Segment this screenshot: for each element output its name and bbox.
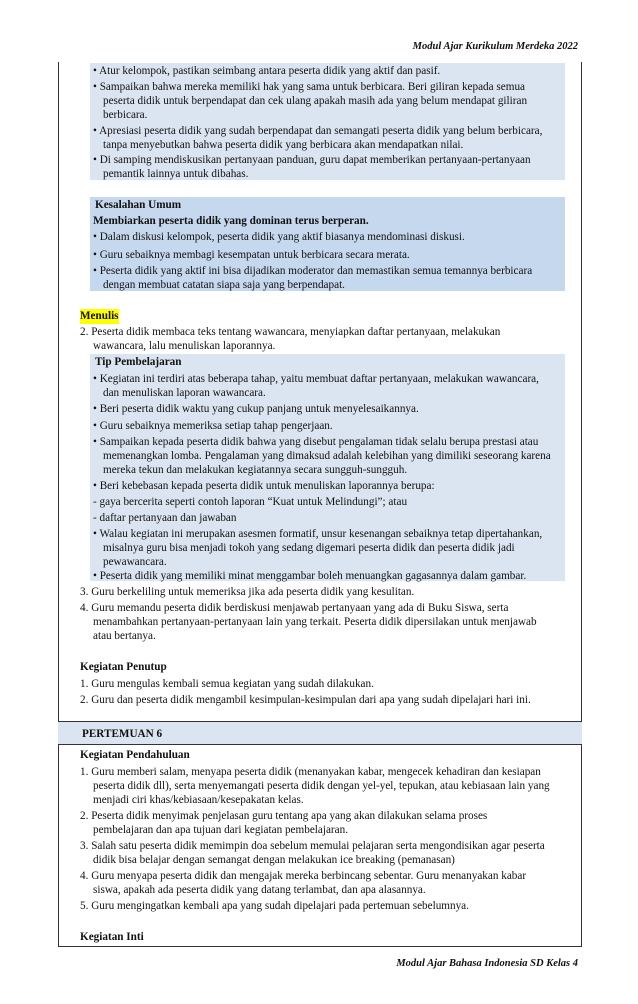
list-item-cont: peserta didik dll), serta menyemangati peserta didik dengan yel-yel, tepukan, atau kebiasaan lain yang bbox=[93, 780, 550, 792]
mistake-bullet-cont: dengan membuat catatan siapa saja yang berpendapat. bbox=[103, 279, 345, 291]
mistake-bullet: • Peserta didik yang aktif ini bisa dijadikan moderator dan memastikan semua temannya berbicara bbox=[93, 265, 533, 277]
mistake-bullet: • Guru sebaiknya membagi kesempatan untuk berbicara secara merata. bbox=[93, 249, 410, 261]
tip-line: • Beri peserta didik waktu yang cukup panjang untuk menyelesaikannya. bbox=[93, 403, 419, 415]
list-item: 5. Guru mengingatkan kembali apa yang sudah dipelajari pada pertemuan sebelumnya. bbox=[80, 900, 469, 912]
common-mistakes-title: Kesalahan Umum bbox=[95, 199, 182, 211]
tip-bullet-cont: peserta didik untuk berpendapat dan cek ulang apakah masih ada yang belum mendapat giliran bbox=[103, 95, 528, 107]
list-item: 2. Guru dan peserta didik mengambil kesimpulan-kesimpulan dari apa yang sudah dipelajari hari ini. bbox=[80, 694, 531, 706]
tip-line: dan menuliskan laporan wawancara. bbox=[103, 387, 266, 399]
meeting-title: PERTEMUAN 6 bbox=[82, 728, 163, 740]
mistake-bullet: • Dalam diskusi kelompok, peserta didik yang aktif biasanya mendominasi diskusi. bbox=[93, 231, 465, 243]
list-item: 1. Guru memberi salam, menyapa peserta didik (menanyakan kabar, mengecek kehadiran dan kesiapan bbox=[80, 766, 541, 778]
list-item-cont: didik bisa belajar dengan semangat dengan melakukan ice breaking (pemanasan) bbox=[93, 854, 455, 866]
tip-bullet-cont: berbicara. bbox=[103, 109, 148, 121]
list-item-cont: atau bertanya. bbox=[93, 630, 156, 642]
tip-line: mereka tekun dan melakukan kegiatannya secara sungguh-sungguh. bbox=[103, 464, 408, 476]
tip-line: - gaya bercerita seperti contoh laporan “Kuat untuk Melindungi”; atau bbox=[93, 496, 408, 508]
section-heading-inti: Kegiatan Inti bbox=[80, 931, 144, 943]
running-header: Modul Ajar Kurikulum Merdeka 2022 bbox=[412, 41, 578, 52]
tip-line: misalnya guru bisa menjadi tokoh yang sedang digemari peserta didik dan peserta didik jadi bbox=[103, 542, 515, 554]
tip-line: • Guru sebaiknya memeriksa setiap tahap pengerjaan. bbox=[93, 420, 333, 432]
divider bbox=[58, 946, 582, 947]
list-item-cont: menjadi ciri khas/kebiasaan/kesepakatan kelas. bbox=[93, 794, 304, 806]
divider bbox=[58, 744, 582, 745]
list-item: 2. Peserta didik menyimak penjelasan guru tentang apa yang akan dilakukan selama proses bbox=[80, 810, 488, 822]
tip-line: • Walau kegiatan ini merupakan asesmen formatif, unsur kesenangan sebaiknya tetap dipertahankan, bbox=[93, 528, 543, 540]
list-item: 4. Guru memandu peserta didik berdiskusi menjawab pertanyaan yang ada di Buku Siswa, serta bbox=[80, 602, 509, 614]
list-item: 3. Salah satu peserta didik memimpin doa sebelum memulai pelajaran serta mengondisikan agar peserta bbox=[80, 840, 545, 852]
tip-line: pewawancara. bbox=[103, 556, 167, 568]
common-mistakes-subtitle: Membiarkan peserta didik yang dominan terus berperan. bbox=[93, 215, 369, 227]
tip-bullet: • Atur kelompok, pastikan seimbang antara peserta didik yang aktif dan pasif. bbox=[93, 65, 441, 77]
list-item-cont: pembelajaran dan apa tujuan dari kegiatan pembelajaran. bbox=[93, 824, 349, 836]
section-heading-penutup: Kegiatan Penutup bbox=[80, 661, 167, 673]
tip-bullet-cont: pemantik lainnya untuk dibahas. bbox=[103, 168, 249, 180]
list-item: 3. Guru berkeliling untuk memeriksa jika ada peserta didik yang kesulitan. bbox=[80, 586, 415, 598]
list-item: 4. Guru menyapa peserta didik dan mengajak mereka berbincang sebentar. Guru menanyakan kabar bbox=[80, 870, 527, 882]
list-item-cont: menambahkan pertanyaan-pertanyaan lain yang terkait. Peserta didik dipersilakan untuk menjawab bbox=[93, 616, 537, 628]
list-item: 1. Guru mengulas kembali semua kegiatan yang sudah dilakukan. bbox=[80, 678, 374, 690]
tip-line: • Peserta didik yang memiliki minat menggambar boleh menuangkan gagasannya dalam gambar. bbox=[93, 570, 527, 582]
tip-bullet-cont: tanpa menyebutkan bahwa peserta didik yang berbicara akan mendapatkan nilai. bbox=[103, 139, 464, 151]
running-footer: Modul Ajar Bahasa Indonesia SD Kelas 4 bbox=[396, 958, 578, 969]
tip-line: memenangkan lomba. Pengalaman yang dimaksud adalah kelebihan yang dimiliki seseorang karena bbox=[103, 450, 551, 462]
tip-bullet: • Di samping mendiskusikan pertanyaan panduan, guru dapat memberikan pertanyaan-pertanyaan bbox=[93, 154, 531, 166]
list-item-cont: wawancara, lalu menuliskan laporannya. bbox=[93, 340, 276, 352]
list-item: 2. Peserta didik membaca teks tentang wawancara, menyiapkan daftar pertanyaan, melakukan bbox=[80, 326, 501, 338]
learning-tips-title: Tip Pembelajaran bbox=[95, 356, 182, 368]
section-heading-menulis: Menulis bbox=[80, 310, 119, 322]
tip-bullet: • Sampaikan bahwa mereka memiliki hak yang sama untuk berbicara. Beri giliran kepada semua bbox=[93, 81, 525, 93]
tip-line: - daftar pertanyaan dan jawaban bbox=[93, 512, 237, 524]
tip-bullet: • Apresiasi peserta didik yang sudah berpendapat dan semangati peserta didik yang belum berbicara, bbox=[93, 125, 543, 137]
tip-line: • Beri kebebasan kepada peserta didik untuk menuliskan laporannya berupa: bbox=[93, 480, 435, 492]
tip-line: • Kegiatan ini terdiri atas beberapa tahap, yaitu membuat daftar pertanyaan, melakukan wawancara, bbox=[93, 373, 539, 385]
section-heading-pendahuluan: Kegiatan Pendahuluan bbox=[80, 749, 190, 761]
tip-line: • Sampaikan kepada peserta didik bahwa yang disebut pengalaman tidak selalu berupa prestasi atau bbox=[93, 436, 539, 448]
list-item-cont: siswa, apakah ada peserta didik yang datang terlambat, dan apa alasannya. bbox=[93, 884, 426, 896]
